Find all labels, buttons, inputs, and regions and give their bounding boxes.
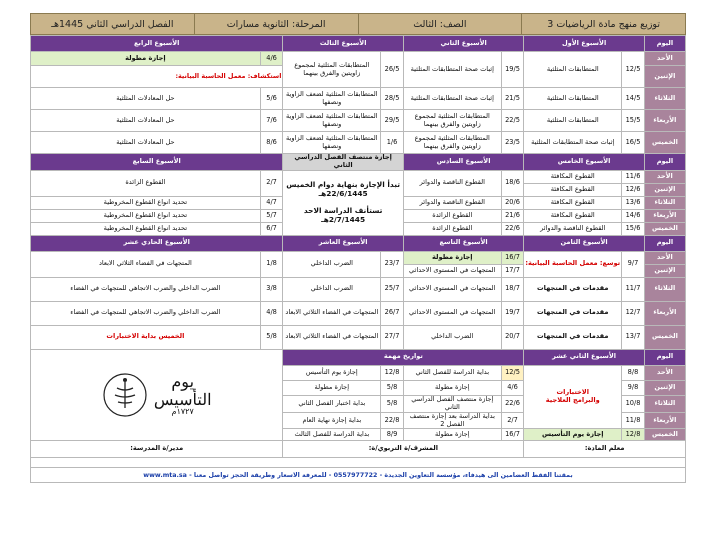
date: 21/6	[501, 209, 524, 222]
date: 2/7	[501, 412, 524, 429]
day-header: اليوم	[644, 154, 685, 171]
header-stage: المرحلة: الثانوية مسارات	[194, 14, 358, 34]
date: 5/8	[381, 395, 404, 412]
week-10-header: الأسبوع العاشر	[283, 235, 403, 251]
day-header: اليوم	[644, 349, 685, 365]
week-1-header: الأسبوع الأول	[524, 36, 644, 52]
day-tuesday: الثلاثاء	[644, 395, 685, 412]
date: 27/7	[381, 325, 404, 349]
date: 5/6	[260, 88, 283, 110]
date: 23/7	[381, 251, 404, 277]
important-item: بداية الدراسة بعد إجازة منتصف الفصل 2	[403, 412, 501, 429]
day-wednesday: الأربعاء	[644, 301, 685, 325]
day-monday: الإثنين	[644, 183, 685, 196]
logo-text	[154, 373, 212, 417]
important-dates-header: تواريخ مهمة	[283, 349, 524, 365]
header-grade: الصف: الثالث	[358, 14, 522, 34]
header-semester: الفصل الدراسي الثاني 1445هـ	[51, 18, 174, 30]
lesson: القطوع المكافئة	[524, 170, 622, 183]
lesson: المتطابقات المثلثية	[524, 52, 622, 88]
lesson: القطوع المكافئة	[524, 183, 622, 196]
important-item: بداية الدراسة للفصل الثاني	[403, 365, 501, 380]
lesson: المتجهات في المستوى الاحداثي	[403, 301, 501, 325]
date: 5/8	[260, 325, 283, 349]
date: 8/8	[622, 365, 645, 380]
logo-box	[32, 372, 281, 418]
exams-text: الاختبارات	[556, 388, 589, 397]
important-item: إجازة يوم التأسيس	[283, 365, 381, 380]
lesson: المتجهات في المستوى الاحداثي	[403, 277, 501, 301]
logo-line2: التأسيس	[153, 389, 212, 409]
date: 13/6	[622, 196, 645, 209]
date: 15/5	[622, 110, 645, 132]
date: 28/5	[381, 88, 404, 110]
important-item: إجازة مطولة	[403, 429, 501, 441]
lesson: المتطابقات المثلثية	[524, 88, 622, 110]
supervisor-signature: المشرف/ة التربوي/ة:	[283, 441, 524, 458]
date: 14/5	[622, 88, 645, 110]
date: 6/7	[260, 222, 283, 235]
date: 20/6	[501, 196, 524, 209]
lesson: إثبات صحة المتطابقات المثلثية	[524, 132, 622, 154]
day-wednesday: الأربعاء	[644, 110, 685, 132]
date: 16/7	[501, 429, 524, 441]
date: 2/7	[260, 170, 283, 196]
date: 11/7	[622, 277, 645, 301]
midbreak-header: إجازة منتصف الفصل الدراسي الثاني	[283, 154, 403, 171]
week-11-header: الأسبوع الحادي عشر	[31, 235, 283, 251]
lesson: الضرب الداخلي والضرب الاتجاهي للمتجهات في الفضاء	[31, 301, 261, 325]
date: 17/7	[501, 264, 524, 277]
lesson: حل المعادلات المثلثية	[31, 110, 261, 132]
lesson: القطوع الزائدة	[31, 170, 261, 196]
week-9-header: الأسبوع التاسع	[403, 235, 523, 251]
date: 8/9	[381, 429, 404, 441]
date: 8/6	[260, 132, 283, 154]
important-item: إجازة منتصف الفصل الدراسي الثاني	[403, 395, 501, 412]
lesson: الضرب الداخلي	[403, 325, 501, 349]
day-monday: الإثنين	[644, 380, 685, 395]
date: 11/8	[622, 412, 645, 429]
day-monday: الإثنين	[644, 264, 685, 277]
day-sunday: الأحد	[644, 365, 685, 380]
lesson: إثبات صحة المتطابقات المثلثية	[403, 52, 501, 88]
holiday-cell: إجازة مطولة	[403, 251, 501, 264]
date: 4/6	[501, 380, 524, 395]
lesson: مقدمات في المتجهات	[524, 301, 622, 325]
lesson: القطوع الناقصة والدوائر	[524, 222, 622, 235]
date: 12/5	[622, 52, 645, 88]
lesson: الضرب الداخلي والضرب الاتجاهي للمتجهات في الفضاء	[31, 277, 261, 301]
header-bar	[30, 13, 686, 35]
day-tuesday: الثلاثاء	[644, 277, 685, 301]
day-sunday: الأحد	[644, 170, 685, 183]
date: 4/8	[260, 301, 283, 325]
schedule-table	[30, 35, 686, 468]
date: 25/7	[381, 277, 404, 301]
date: 19/7	[501, 301, 524, 325]
date: 26/7	[381, 301, 404, 325]
lesson: الضرب الداخلي	[283, 251, 381, 277]
date: 1/8	[260, 251, 283, 277]
lesson: المتطابقات المثلثية لضعف الزاوية ونصفها	[283, 132, 381, 154]
day-thursday: الخميس	[644, 325, 685, 349]
week-4-header: الأسبوع الرابع	[31, 36, 283, 52]
day-wednesday: الأربعاء	[644, 412, 685, 429]
note: توسع: معمل الحاسبة البيانية:	[524, 251, 622, 277]
date: 12/7	[622, 301, 645, 325]
lesson: المتطابقات المثلثية لضعف الزاوية ونصفها	[283, 88, 381, 110]
date: 22/5	[501, 110, 524, 132]
note: استكشاف: معمل الحاسبة البيانية:	[31, 66, 283, 88]
day-monday: الإثنين	[644, 66, 685, 88]
lesson: المتطابقات المثلثية لمجموع زاويتين والفرق بينهما	[403, 110, 501, 132]
date: 3/8	[260, 277, 283, 301]
lesson: المتطابقات المثلثية	[524, 110, 622, 132]
holiday-cell: إجازة مطولة	[31, 52, 261, 66]
day-wednesday: الأربعاء	[644, 209, 685, 222]
date: 12/8	[381, 365, 404, 380]
remedial-text: والبرامج العلاجية	[545, 396, 600, 405]
lesson: المتجهات في الفضاء الثلاثي الابعاد	[31, 251, 261, 277]
week-3-header: الأسبوع الثالث	[283, 36, 403, 52]
date: 9/7	[622, 251, 645, 277]
logo-line3: ١٧٢٧م	[171, 407, 194, 417]
date: 21/5	[501, 88, 524, 110]
date: 11/6	[622, 170, 645, 183]
date: 15/6	[622, 222, 645, 235]
lesson: المتطابقات المثلثية لمجموع زاويتين والفرق بينهما	[403, 132, 501, 154]
day-tuesday: الثلاثاء	[644, 196, 685, 209]
lesson: الضرب الداخلي	[283, 277, 381, 301]
important-item: بداية اختبار الفصل الثاني	[283, 395, 381, 412]
footer: بمقتنا الفقط العضامين الى هيدفاء، مؤسسة التعاوين الجديدة - 0557977722 - للمعرفة الاسعار وطريقة الحجز تواصل معنا - www.mta.sa	[30, 468, 686, 483]
date: 1/6	[381, 132, 404, 154]
important-item: إجازة مطولة	[283, 380, 381, 395]
date: 16/7	[501, 251, 524, 264]
date: 20/7	[501, 325, 524, 349]
break-start: تبدأ الإجازة بنهاية دوام الخميس 22/6/1445هـ	[286, 180, 400, 198]
lesson: تحديد انواع القطوع المخروطية	[31, 209, 261, 222]
date: 26/5	[381, 52, 404, 88]
lesson: القطوع الناقصة والدوائر	[403, 196, 501, 209]
date: 23/5	[501, 132, 524, 154]
date: 18/6	[501, 170, 524, 196]
exams-note	[524, 365, 622, 429]
founding-day-logo	[31, 349, 283, 441]
exam-start: الخميس بداية الاختبارات	[31, 325, 261, 349]
date: 18/7	[501, 277, 524, 301]
logo-line1: يوم	[171, 372, 195, 392]
important-item: إجازة مطولة	[403, 380, 501, 395]
lesson: حل المعادلات المثلثية	[31, 88, 261, 110]
lesson: إثبات صحة المتطابقات المثلثية	[403, 88, 501, 110]
week-5-header: الأسبوع الخامس	[524, 154, 644, 171]
date: 5/7	[260, 209, 283, 222]
teacher-signature: معلم المادة:	[524, 441, 686, 458]
date: 12/8	[622, 429, 645, 441]
lesson: مقدمات في المتجهات	[524, 325, 622, 349]
lesson: حل المعادلات المثلثية	[31, 132, 261, 154]
date: 4/7	[260, 196, 283, 209]
lesson: القطوع المكافئة	[524, 209, 622, 222]
date: 4/6	[260, 52, 283, 66]
lesson: القطوع الناقصة والدوائر	[403, 170, 501, 196]
lesson: المتطابقات المثلثية لمجموع زاويتين والفرق بينهما	[283, 52, 381, 88]
midbreak-info	[283, 170, 403, 235]
important-item: بداية إجازة نهاية العام	[283, 412, 381, 429]
header-title: توزيع منهج مادة الرياضيات 3	[521, 14, 685, 34]
lesson: المتجهات في المستوى الاحداثي	[403, 264, 501, 277]
date: 19/5	[501, 52, 524, 88]
lesson: المتجهات في الفضاء الثلاثي الابعاد	[283, 301, 381, 325]
week-7-header: الأسبوع السابع	[31, 154, 283, 171]
day-thursday: الخميس	[644, 222, 685, 235]
date: 10/8	[622, 395, 645, 412]
date: 7/6	[260, 110, 283, 132]
date: 9/8	[622, 380, 645, 395]
date: 5/8	[381, 380, 404, 395]
day-sunday: الأحد	[644, 52, 685, 66]
day-tuesday: الثلاثاء	[644, 88, 685, 110]
week-8-header: الأسبوع الثامن	[524, 235, 644, 251]
lesson: تحديد انواع القطوع المخروطية	[31, 196, 261, 209]
lesson: القطوع الزائدة	[403, 209, 501, 222]
day-header: اليوم	[644, 36, 685, 52]
date: 22/8	[381, 412, 404, 429]
lesson: القطوع الزائدة	[403, 222, 501, 235]
date: 12/5	[501, 365, 524, 380]
day-header: اليوم	[644, 235, 685, 251]
date: 12/6	[622, 183, 645, 196]
founding-day-holiday: إجازة يوم التأسيس	[524, 429, 622, 441]
date: 29/5	[381, 110, 404, 132]
lesson: القطوع المكافئة	[524, 196, 622, 209]
lesson: تحديد انواع القطوع المخروطية	[31, 222, 261, 235]
spacer	[31, 458, 686, 468]
date: 22/6	[501, 395, 524, 412]
date: 14/6	[622, 209, 645, 222]
important-item: بداية الدراسة للفصل الثالث	[283, 429, 381, 441]
week-2-header: الأسبوع الثاني	[403, 36, 523, 52]
week-6-header: الأسبوع السادس	[403, 154, 523, 171]
lesson: المتجهات في الفضاء الثلاثي الابعاد	[283, 325, 381, 349]
day-thursday: الخميس	[644, 429, 685, 441]
break-resume: تستأنف الدراسة الاحد 2/7/1445هـ	[303, 205, 383, 224]
principal-signature: مدير/ة المدرسة:	[31, 441, 283, 458]
week-12-header: الأسبوع الثاني عشر	[524, 349, 644, 365]
lesson: مقدمات في المتجهات	[524, 277, 622, 301]
date: 13/7	[622, 325, 645, 349]
palm-emblem-icon	[102, 372, 148, 418]
day-thursday: الخميس	[644, 132, 685, 154]
curriculum-distribution-page	[30, 13, 686, 537]
day-sunday: الأحد	[644, 251, 685, 264]
date: 22/6	[501, 222, 524, 235]
lesson: المتطابقات المثلثية لضعف الزاوية ونصفها	[283, 110, 381, 132]
date: 16/5	[622, 132, 645, 154]
